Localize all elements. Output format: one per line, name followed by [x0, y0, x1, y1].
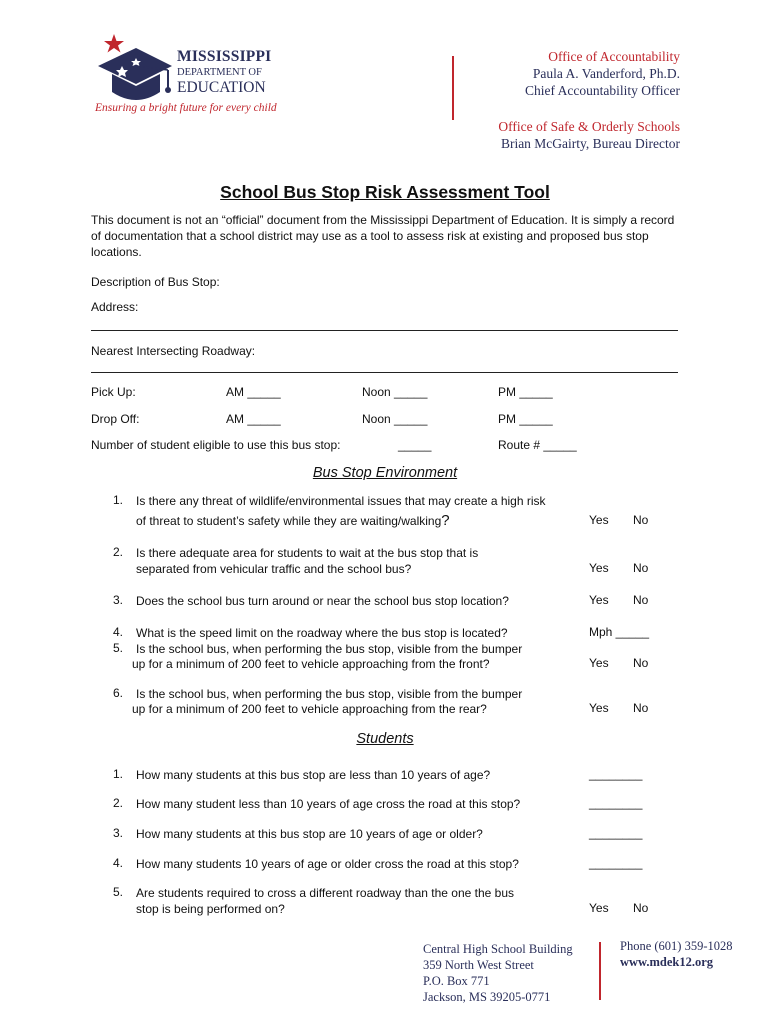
stu-q4-number: 4.: [113, 856, 124, 870]
env-q2-yes[interactable]: Yes: [589, 561, 609, 575]
eligible-label: Number of student eligible to use this bus stop:: [91, 438, 341, 452]
footer-divider: [599, 942, 601, 1000]
eligible-blank[interactable]: _____: [398, 438, 432, 452]
pickup-noon[interactable]: Noon _____: [362, 385, 428, 399]
header-office2-block: [498, 118, 680, 152]
section-heading-environment: Bus Stop Environment: [312, 465, 458, 481]
stu-q1-text: How many students at this bus stop are less than 10 years of age?: [136, 768, 491, 782]
env-q6-no[interactable]: No: [633, 701, 649, 715]
dropoff-pm[interactable]: PM _____: [498, 412, 553, 426]
env-q5-number: 5.: [113, 641, 124, 655]
dropoff-label: Drop Off:: [91, 412, 140, 426]
header-office1-block: [525, 48, 680, 99]
dropoff-noon[interactable]: Noon _____: [362, 412, 428, 426]
env-q1-yes[interactable]: Yes: [589, 513, 609, 527]
stu-q2-blank[interactable]: ________: [589, 796, 643, 810]
address-line[interactable]: [91, 330, 678, 331]
stu-q3-number: 3.: [113, 826, 124, 840]
mde-logo: [92, 30, 292, 120]
footer-phone: Phone (601) 359-1028: [620, 939, 733, 953]
env-q1-no[interactable]: No: [633, 513, 649, 527]
footer-address: [423, 941, 573, 1005]
pickup-label: Pick Up:: [91, 385, 136, 399]
env-q1-mark: ?: [441, 512, 450, 529]
office-safe-schools: Office of Safe & Orderly Schools: [498, 119, 680, 134]
description-label: Description of Bus Stop:: [91, 275, 220, 289]
env-q3-yes[interactable]: Yes: [589, 593, 609, 607]
stu-q1-number: 1.: [113, 767, 124, 781]
env-q2-number: 2.: [113, 545, 124, 559]
env-q4-mph[interactable]: Mph _____: [589, 625, 650, 639]
section-heading-students: Students: [356, 731, 414, 747]
logo-line3: EDUCATION: [177, 79, 266, 96]
env-q4-text: What is the speed limit on the roadway where the bus stop is located?: [136, 626, 508, 640]
logo-line1: MISSISSIPPI: [177, 48, 272, 65]
address-label: Address:: [91, 300, 139, 314]
stu-q3-text: How many students at this bus stop are 10 years of age or older?: [136, 827, 483, 841]
env-q6-number: 6.: [113, 686, 124, 700]
stu-q5-line1: Are students required to cross a different roadway than the one the bus: [136, 886, 515, 900]
env-q2-no[interactable]: No: [633, 561, 649, 575]
header-divider: [452, 56, 454, 120]
env-q6-line1: Is the school bus, when performing the bus stop, visible from the bumper: [136, 687, 523, 701]
env-q3-text: Does the school bus turn around or near the school bus stop location?: [136, 594, 509, 608]
footer-address-line4: Jackson, MS 39205-0771: [423, 990, 551, 1004]
stu-q2-text: How many student less than 10 years of age cross the road at this stop?: [136, 797, 521, 811]
env-q5-line1: Is the school bus, when performing the bus stop, visible from the bumper: [136, 642, 523, 656]
graduation-cap-icon: [92, 30, 182, 110]
nearest-road-line[interactable]: [91, 372, 678, 373]
env-q5-no[interactable]: No: [633, 656, 649, 670]
stu-q4-text: How many students 10 years of age or older cross the road at this stop?: [136, 857, 519, 871]
env-q6-line2: up for a minimum of 200 feet to vehicle approaching from the rear?: [132, 702, 487, 716]
env-q3-no[interactable]: No: [633, 593, 649, 607]
env-q3-number: 3.: [113, 593, 124, 607]
page-title: School Bus Stop Risk Assessment Tool: [220, 182, 550, 202]
route-field[interactable]: Route # _____: [498, 438, 577, 452]
stu-q1-blank[interactable]: ________: [589, 767, 643, 781]
env-q5-yes[interactable]: Yes: [589, 656, 609, 670]
nearest-road-label: Nearest Intersecting Roadway:: [91, 344, 256, 358]
footer-website-link[interactable]: www.mdek12.org: [620, 955, 714, 969]
pickup-am[interactable]: AM _____: [226, 385, 281, 399]
stu-q2-number: 2.: [113, 796, 124, 810]
stu-q5-yes[interactable]: Yes: [589, 901, 609, 915]
footer-address-line3: P.O. Box 771: [423, 974, 490, 988]
logo-tagline: Ensuring a bright future for every child: [95, 102, 277, 114]
officer-name: Paula A. Vanderford, Ph.D.: [532, 66, 680, 81]
env-q1-text: of threat to student’s safety while they are waiting/walking: [136, 514, 442, 528]
dropoff-am[interactable]: AM _____: [226, 412, 281, 426]
pickup-pm[interactable]: PM _____: [498, 385, 553, 399]
env-q2-line1: Is there adequate area for students to wait at the bus stop that is: [136, 546, 479, 560]
intro-paragraph: This document is not an “official” document from the Mississippi Department of Education. It is simply a record of documentation that a school district may use as a tool to assess risk at existing and proposed bus stop locations.: [91, 213, 675, 259]
env-q1-line2: [136, 513, 450, 529]
footer-address-line2: 359 North West Street: [423, 958, 534, 972]
logo-line2: DEPARTMENT OF: [177, 67, 262, 78]
footer-contact: [620, 938, 733, 970]
stu-q3-blank[interactable]: ________: [589, 826, 643, 840]
officer-role: Chief Accountability Officer: [525, 83, 680, 98]
env-q1-line1: Is there any threat of wildlife/environmental issues that may create a high risk: [136, 494, 546, 508]
director-name: Brian McGairty, Bureau Director: [500, 136, 680, 151]
env-q5-line2: up for a minimum of 200 feet to vehicle approaching from the front?: [132, 657, 490, 671]
env-q4-number: 4.: [113, 625, 124, 639]
env-q6-yes[interactable]: Yes: [589, 701, 609, 715]
stu-q5-line2: stop is being performed on?: [136, 902, 285, 916]
env-q1-number: 1.: [113, 493, 124, 507]
stu-q5-number: 5.: [113, 885, 124, 899]
stu-q5-no[interactable]: No: [633, 901, 649, 915]
office-accountability: Office of Accountability: [548, 49, 680, 64]
env-q2-line2: separated from vehicular traffic and the school bus?: [136, 562, 412, 576]
stu-q4-blank[interactable]: ________: [589, 856, 643, 870]
footer-address-line1: Central High School Building: [423, 942, 573, 956]
